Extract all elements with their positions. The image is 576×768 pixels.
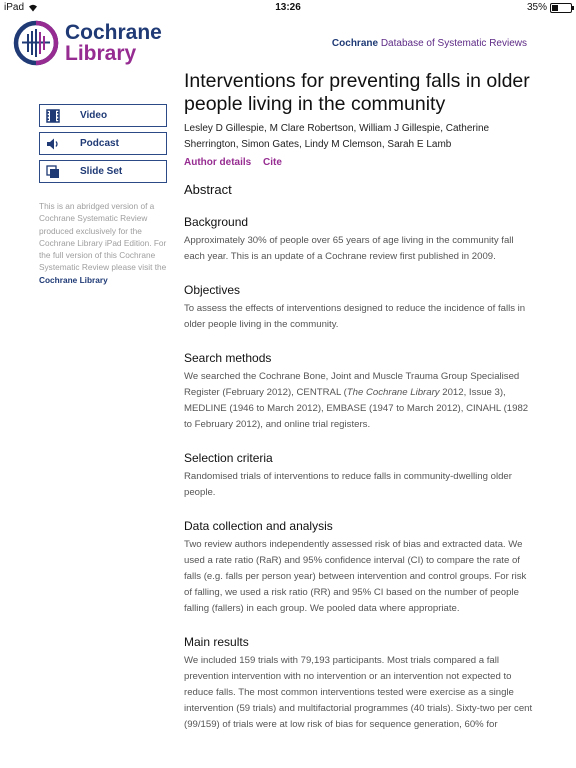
section-text: To assess the effects of interventions designed to reduce the incidence of falls in older people living in the community.	[184, 303, 526, 330]
author-details-link[interactable]: Author details	[184, 157, 252, 168]
author-list: Lesley D Gillespie, M Clare Robertson, William J Gillespie, Catherine Sherrington, Simon Gates, Lindy M Clemson, Sarah E Lamb	[184, 123, 490, 150]
podcast-button[interactable]	[39, 132, 167, 155]
slide-set-button-label: Slide Set	[80, 166, 123, 177]
section-text: Two review authors independently assessed risk of bias and extracted data. We used a rate ratio (RaR) and 95% confidence interval (CI) to compare the rate of falls (e.g. falls per person year) between intervention and control groups. For risk of falling, we used a risk ratio (RR) and 95% CI based on the number of people falling (fallers) in each group. We pooled data where appropriate.	[184, 539, 527, 614]
battery-icon	[550, 3, 572, 13]
section-heading: Background	[184, 215, 249, 229]
library-title-italic: The Cochrane Library	[346, 387, 440, 398]
section-text: We searched the Cochrane Bone, Joint and Muscle Trauma Group Specialised Register (February 2012), CENTRAL (The Cochrane Library 2012, Issue 3), MEDLINE (1946 to March 2012), EMBASE (1947 to March 2012), CINAHL (1982 to February 2012), and online trial registers.	[184, 371, 529, 430]
abridged-note-text: This is an abridged version of a Cochrane Systematic Review produced exclusively for the Cochrane Library iPad Edition. For the full version of this Cochrane Systematic Review please visit the	[39, 201, 167, 273]
section-heading: Search methods	[184, 351, 272, 365]
section-heading: Main results	[184, 635, 249, 649]
sidebar	[39, 104, 167, 286]
abridged-note	[39, 200, 167, 286]
article	[184, 70, 534, 733]
section-heading: Data collection and analysis	[184, 519, 333, 533]
abstract-heading: Abstract	[184, 182, 232, 197]
slide-set-button[interactable]	[39, 160, 167, 183]
logo-line1: Cochrane	[65, 21, 162, 44]
database-title-brand: Cochrane	[331, 38, 379, 49]
status-bar	[0, 0, 576, 16]
cochrane-library-link[interactable]: Cochrane Library	[39, 274, 108, 285]
logo-line2: Library	[65, 42, 137, 65]
section-heading: Selection criteria	[184, 451, 273, 465]
status-time: 13:26	[275, 2, 301, 13]
section-search-methods	[184, 351, 534, 433]
cochrane-logo-icon	[13, 20, 59, 66]
cite-link[interactable]: Cite	[263, 157, 282, 168]
database-title-rest: Database of Systematic Reviews	[378, 38, 527, 49]
podcast-button-label: Podcast	[80, 138, 119, 149]
section-data-collection	[184, 519, 534, 617]
section-text: Randomised trials of interventions to reduce falls in community-dwelling older people.	[184, 471, 512, 498]
battery-percent: 35%	[526, 2, 547, 13]
section-background	[184, 215, 534, 265]
section-text: We included 159 trials with 79,193 participants. Most trials compared a fall prevention intervention with no intervention or an intervention not expected to reduce falls. The most common interventions tested were exercise as a single intervention (59 trials) and multifactorial programmes (40 trials). Sixty-two per cent (99/159) of trials were at low risk of bias for sequence generation, 60% for	[184, 655, 533, 730]
section-selection-criteria	[184, 451, 534, 501]
slides-icon	[45, 165, 61, 179]
article-title: Interventions for preventing falls in older people living in the community	[184, 70, 530, 115]
section-objectives	[184, 283, 534, 333]
section-main-results	[184, 635, 534, 733]
cochrane-logo[interactable]	[13, 20, 162, 66]
section-heading: Objectives	[184, 283, 241, 297]
device-label: iPad	[4, 2, 25, 13]
speaker-icon	[45, 137, 61, 151]
section-text: Approximately 30% of people over 65 years of age living in the community fall each year. This is an update of a Cochrane review first published in 2009.	[184, 235, 514, 262]
database-title	[332, 38, 527, 49]
video-button[interactable]	[39, 104, 167, 127]
video-button-label: Video	[80, 110, 108, 121]
film-icon	[45, 109, 61, 123]
